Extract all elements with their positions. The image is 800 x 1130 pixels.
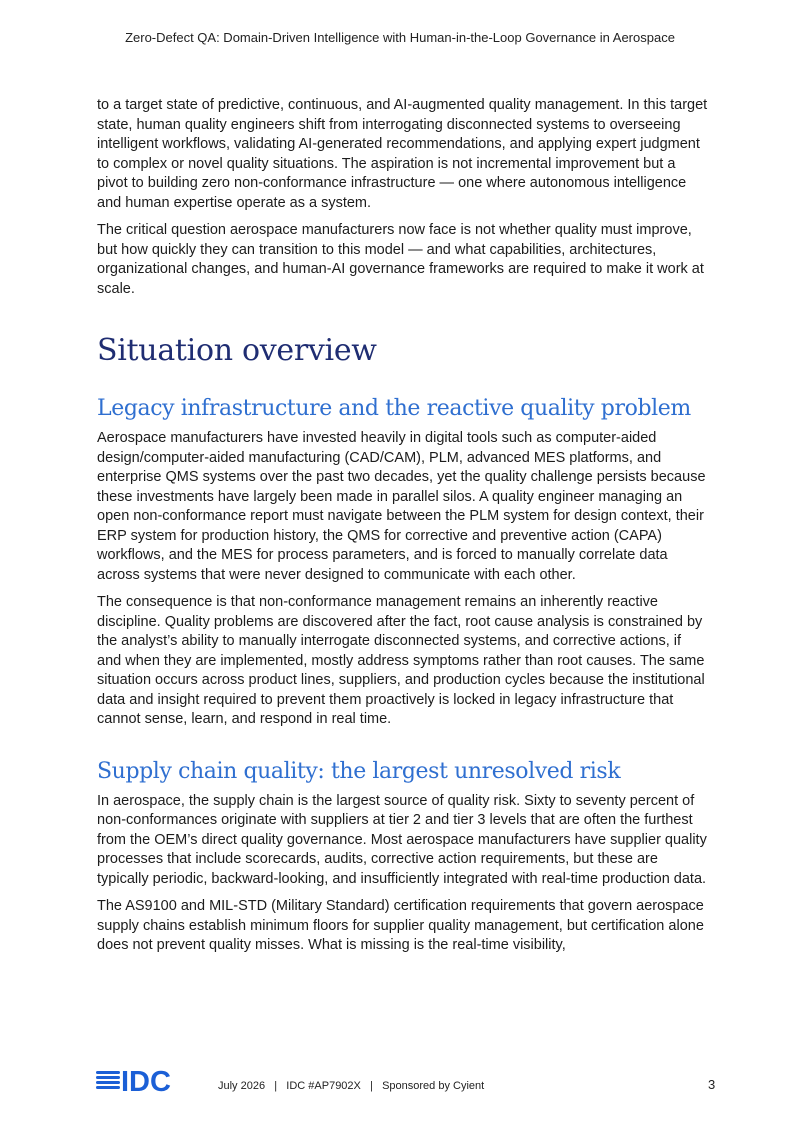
page-number: 3 (708, 1077, 716, 1092)
legacy-paragraph-2: The consequence is that non-conformance management remains an inherently reactive discipline. Quality problems are discovered after the fact, root cause analysis is constrained by the analyst’s ability to manually interrogate disconnected systems, and corrective actions, if and when they are implemented, mostly address symptoms rather than root causes. The same situation occurs across product lines, suppliers, and production cycles because the institutional data and insight required to prevent them proactively is locked in legacy infrastructure that cannot sense, learn, and respond in real time. (97, 594, 705, 727)
subsection-title-legacy: Legacy infrastructure and the reactive quality problem (97, 396, 691, 421)
logo-text: IDC (121, 1066, 171, 1094)
page-footer (0, 1060, 800, 1100)
supply-chain-paragraph-1: In aerospace, the supply chain is the largest source of quality risk. Sixty to seventy percent of non-conformances originate with suppliers at tier 2 and tier 3 levels that are often the furthest from the OEM’s direct quality governance. Most aerospace manufacturers have supplier quality processes that include scorecards, audits, corrective action requirements, but these are typically periodic, backward-looking, and insufficiently integrated with real-time production data. (97, 792, 707, 887)
subsection-title-supply-chain: Supply chain quality: the largest unresolved risk (97, 758, 621, 784)
legacy-paragraph-1: Aerospace manufacturers have invested heavily in digital tools such as computer-aided design/computer-aided manufacturing (CAD/CAM), PLM, advanced MES platforms, and enterprise QMS systems over the past two decades, yet the quality challenge persists because these investments have largely been made in parallel silos. A quality engineer managing an open non-conformance report must navigate between the PLM system for design context, their ERP system for production history, the QMS for corrective and preventive action (CAPA) workflows, and the MES for process parameters, and is forced to manually correlate data across systems that were never designed to communicate with each other. (97, 430, 706, 583)
intro-paragraph-2: The critical question aerospace manufacturers now face is not whether quality must improve, but how quickly they can transition to this model — and what capabilities, architectures, organizational changes, and human-AI governance frameworks are required to make it work at scale. (97, 222, 704, 297)
supply-chain-paragraph-2: The AS9100 and MIL-STD (Military Standard) certification requirements that govern aerospace supply chains establish minimum floors for supplier quality management, but certification alone does not prevent quality misses. What is missing is the real-time visibility, (97, 898, 704, 953)
section-title: Situation overview (97, 333, 377, 368)
idc-logo (96, 1066, 192, 1094)
footer-meta: July 2026 | IDC #AP7902X | Sponsored by Cyient (218, 1080, 485, 1092)
running-header: Zero-Defect QA: Domain-Driven Intelligence with Human-in-the-Loop Governance in Aerospace (125, 30, 675, 45)
document-body (97, 96, 709, 964)
intro-paragraph-1: to a target state of predictive, continuous, and AI-augmented quality management. In this target state, human quality engineers shift from interrogating disconnected systems to overseeing intelligent workflows, validating AI-generated recommendations, and applying expert judgment to complex or novel quality situations. The aspiration is not incremental improvement but a pivot to building zero non-conformance infrastructure — one where autonomous intelligence and human expertise operate as a system. (97, 97, 708, 211)
